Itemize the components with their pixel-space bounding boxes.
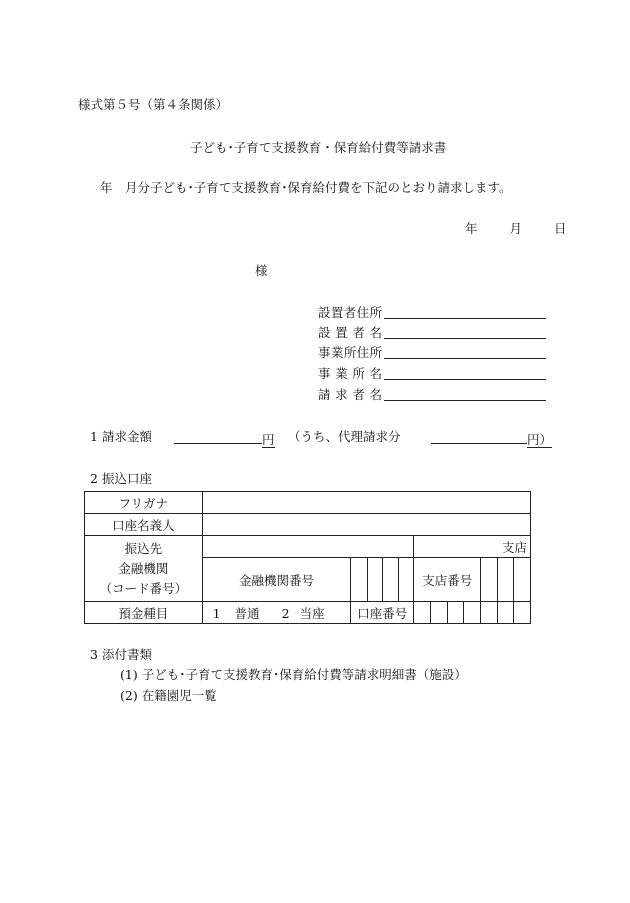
owner-name-row xyxy=(318,325,548,341)
form-number: 様式第５号（第４条関係） xyxy=(78,97,229,112)
account-holder-field[interactable] xyxy=(202,514,530,536)
owner-address-row xyxy=(318,305,548,321)
attachment-marker: (1) xyxy=(120,667,138,682)
bank-code-label: 金融機関番号 xyxy=(202,558,351,602)
section2-number: 2 xyxy=(90,471,98,486)
account-digit-6[interactable] xyxy=(498,602,515,623)
account-digit-7[interactable] xyxy=(514,602,530,623)
intro-sentence: 年 月分子ども･子育て支援教育･保育給付費を下記のとおり請求します。 xyxy=(100,180,512,195)
office-address-row xyxy=(318,345,548,361)
office-address-field[interactable] xyxy=(384,358,546,359)
branch-code-digit-3[interactable] xyxy=(514,558,531,602)
claimant-name-label: 請求者名 xyxy=(318,387,382,402)
bank-code-digit-3[interactable] xyxy=(383,558,398,602)
section3-heading xyxy=(90,649,152,662)
account-digit-5[interactable] xyxy=(481,602,498,623)
bank-code-digit-4[interactable] xyxy=(398,558,413,602)
bank-label-line2: 金融機関 xyxy=(118,560,169,576)
account-digit-2[interactable] xyxy=(431,602,448,623)
type-option1-number: 1 xyxy=(212,605,221,621)
section3-number: 3 xyxy=(90,647,98,662)
attachment-item xyxy=(120,690,217,703)
date-month: 月 xyxy=(509,221,522,236)
proxy-amount-yen: 円） xyxy=(527,432,553,447)
furigana-field[interactable] xyxy=(202,492,530,514)
section2-label: 振込口座 xyxy=(101,471,152,486)
bank-code-digit-1[interactable] xyxy=(351,558,368,602)
attachment-item xyxy=(120,669,467,682)
owner-name-label: 設置者名 xyxy=(318,325,382,340)
type-option2-label: 当座 xyxy=(299,605,325,621)
proxy-amount-field[interactable] xyxy=(431,431,552,447)
account-number-field[interactable] xyxy=(414,602,531,624)
branch-code-digit-2[interactable] xyxy=(497,558,514,602)
furigana-label: フリガナ xyxy=(85,492,203,514)
account-digit-4[interactable] xyxy=(464,602,481,623)
owner-address-field[interactable] xyxy=(384,318,546,319)
furigana-row xyxy=(85,492,531,514)
account-digit-1[interactable] xyxy=(414,602,431,623)
branch-code-label: 支店番号 xyxy=(414,558,481,602)
bank-label-cell xyxy=(85,536,203,602)
office-name-field[interactable] xyxy=(384,379,546,380)
account-digit-3[interactable] xyxy=(448,602,465,623)
bank-name-row xyxy=(85,536,531,558)
form-title: 子ども･子育て支援教育・保育給付費等請求書 xyxy=(190,140,447,155)
owner-name-field[interactable] xyxy=(384,338,546,339)
office-name-row xyxy=(318,366,548,382)
section1-heading xyxy=(90,431,152,444)
attachment-text: 子ども･子育て支援教育･保育給付費等請求明細書（施設） xyxy=(141,667,467,682)
bank-code-digit-2[interactable] xyxy=(367,558,382,602)
office-address-label: 事業所住所 xyxy=(318,345,382,360)
section1-label: 請求金額 xyxy=(101,429,152,444)
type-option1-label: 普通 xyxy=(234,605,260,621)
attachment-text: 在籍園児一覧 xyxy=(141,688,217,703)
section2-heading xyxy=(90,473,152,486)
date-year: 年 xyxy=(465,221,478,236)
bank-label-line1: 振込先 xyxy=(124,540,163,556)
section3-label: 添付書類 xyxy=(101,647,152,662)
type-option2-number: 2 xyxy=(281,605,290,621)
date-day: 日 xyxy=(553,221,567,236)
attachment-marker: (2) xyxy=(120,688,138,703)
account-number-label: 口座番号 xyxy=(351,602,414,624)
deposit-type-label: 預金種目 xyxy=(85,602,203,624)
account-holder-label: 口座名義人 xyxy=(85,514,203,536)
claimant-name-field[interactable] xyxy=(384,400,546,401)
claim-amount-field[interactable] xyxy=(174,431,275,447)
section1-number: 1 xyxy=(90,429,98,444)
proxy-claim-label: （うち、代理請求分 xyxy=(288,429,401,444)
bank-account-table xyxy=(84,491,531,624)
claimant-name-row xyxy=(318,387,548,403)
branch-name-field[interactable] xyxy=(414,536,531,558)
branch-suffix: 支店 xyxy=(501,539,527,555)
account-holder-row xyxy=(85,514,531,536)
branch-code-digit-1[interactable] xyxy=(481,558,498,602)
office-name-label: 事業所名 xyxy=(318,366,382,381)
claim-amount-yen: 円 xyxy=(262,432,275,447)
addressee-suffix: 様 xyxy=(255,263,268,278)
bank-label-line3: （コード番号） xyxy=(99,580,188,596)
owner-address-label: 設置者住所 xyxy=(318,305,382,320)
bank-name-field[interactable] xyxy=(202,536,414,558)
deposit-type-options[interactable] xyxy=(202,602,351,624)
date-line xyxy=(465,223,566,236)
deposit-type-row xyxy=(85,602,531,624)
